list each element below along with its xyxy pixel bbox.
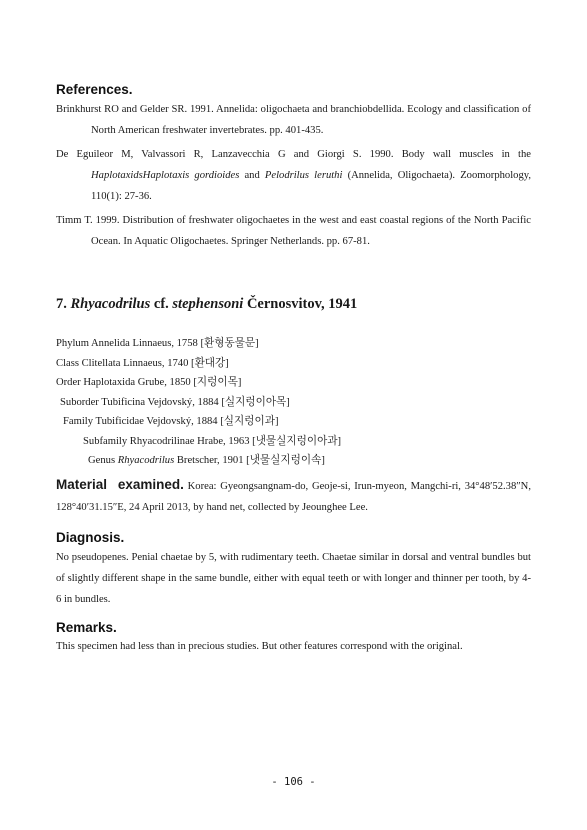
remarks-text: This specimen had less than in precious studies. But other features correspond with the original.	[56, 641, 463, 652]
reference-item: De Eguileor M, Valvassori R, Lanzavecchia G and Giorgi S. 1990. Body wall muscles in the HaplotaxidsHaplotaxis gordioides and Pelodrilus leruthi (Annelida, Oligochaeta). Zoomorphology, 110(1): 27-36.	[56, 149, 532, 202]
diagnosis-heading: Diagnosis.	[56, 530, 125, 545]
reference-item: Timm T. 1999. Distribution of freshwater oligochaetes in the west and east coastal regions of the North Pacific Ocean. In Aquatic Oligochaetes. Springer Netherlands. pp. 67-81.	[56, 215, 531, 247]
taxon-genus: Genus Rhyacodrilus Bretscher, 1901 [냇물실지렁이속]	[88, 455, 325, 466]
material-examined	[56, 474, 531, 518]
material-text: Korea: Gyeongsangnam-do, Geoje-si, Irun-myeon, Mangchi-ri, 34°48′52.38″N, 128°40′31.15″E, 24 April 2013, by hand net, collected by Jeounghee Lee.	[56, 481, 531, 513]
species-title: 7. Rhyacodrilus cf. stephensoni Černosvitov, 1941	[56, 296, 358, 312]
references-list	[56, 99, 531, 252]
taxon-subfamily: Subfamily Rhyacodrilinae Hrabe, 1963 [냇물실지렁이아과]	[83, 435, 342, 447]
remarks-heading: Remarks.	[56, 620, 117, 635]
taxon-phylum: Phylum Annelida Linnaeus, 1758 [환형동물문]	[56, 338, 259, 349]
taxon-suborder: Suborder Tubificina Vejdovský, 1884 [실지렁이아목]	[60, 396, 290, 408]
italic-taxon: Pelodrilus leruthi	[264, 170, 343, 181]
page-number: - 106 -	[271, 776, 316, 788]
references-heading: References.	[56, 82, 133, 97]
taxon-class: Class Clitellata Linnaeus, 1740 [환대강]	[56, 357, 229, 369]
diagnosis-text: No pseudopenes. Penial chaetae by 5, with rudimentary teeth. Chaetae similar in dorsal and ventral bundles but of slightly different shape in the same bundle, either with equal teeth or with longer and thinner per tooth, by 4-6 in bundles.	[56, 552, 531, 605]
taxon-family: Family Tubificidae Vejdovský, 1884 [실지렁이과]	[63, 416, 279, 427]
italic-taxon: HaplotaxidsHaplotaxis gordioides	[91, 170, 240, 181]
reference-item: Brinkhurst RO and Gelder SR. 1991. Annelida: oligochaeta and branchiobdellida. Ecology and classification of North American freshwater invertebrates. pp. 401-435.	[56, 104, 531, 136]
material-heading: Material examined.	[56, 477, 184, 492]
taxonomy-list	[56, 334, 341, 471]
taxon-order: Order Haplotaxida Grube, 1850 [지렁이목]	[56, 377, 242, 388]
